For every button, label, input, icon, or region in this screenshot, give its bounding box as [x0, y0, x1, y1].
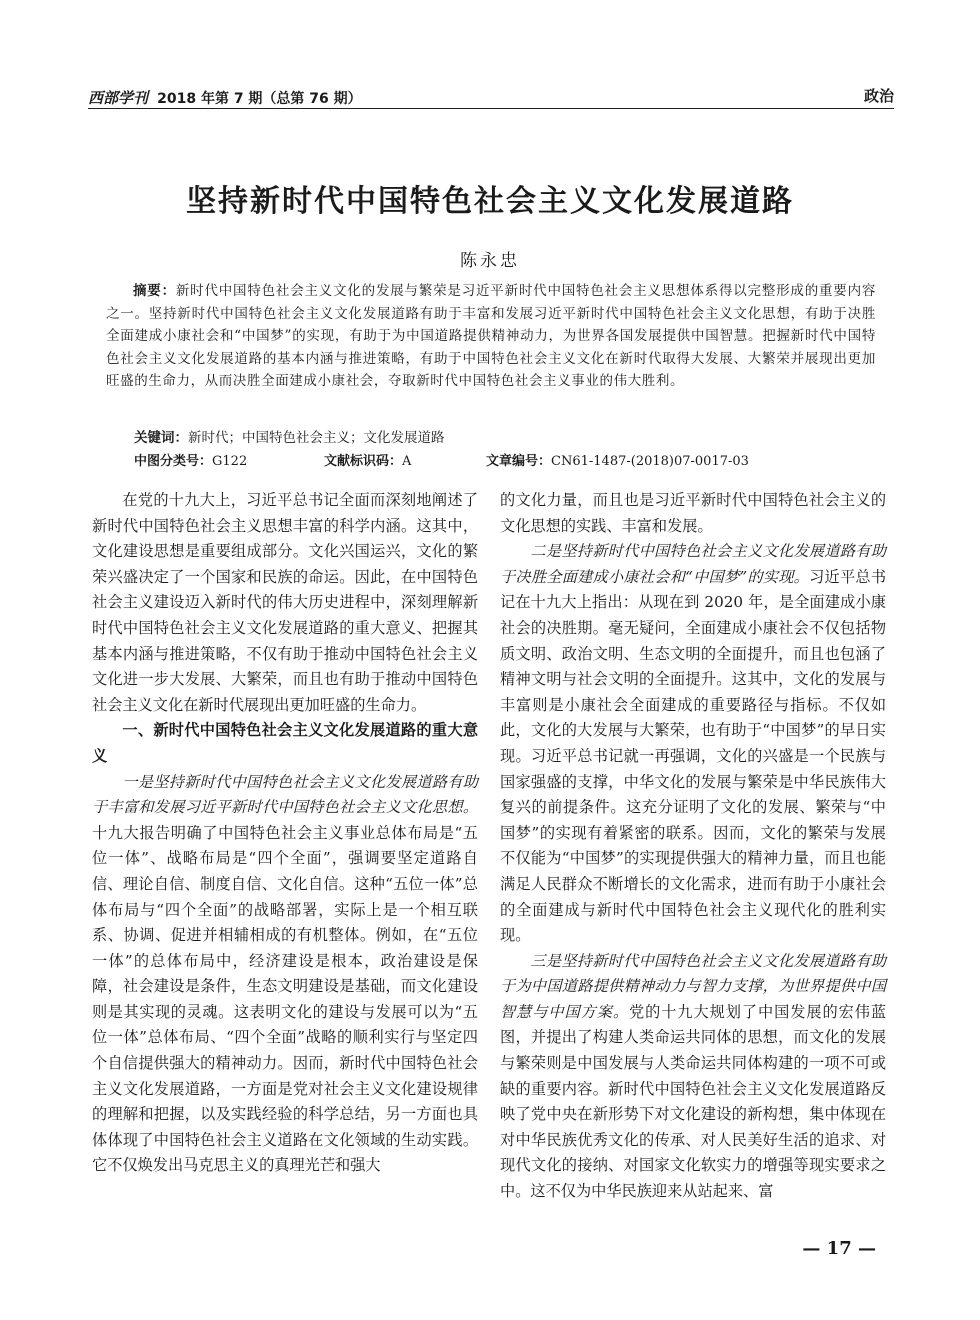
paragraph-point-3 — [500, 949, 886, 1205]
keywords-text: 新时代；中国特色社会主义；文化发展道路 — [188, 430, 445, 446]
section-heading-1: 一、新时代中国特色社会主义文化发展道路的重大意义 — [92, 721, 478, 765]
paragraph-intro: 在党的十九大上，习近平总书记全面而深刻地阐述了新时代中国特色社会主义思想丰富的科学内涵。这其中，文化建设思想是重要组成部分。文化兴国运兴，文化的繁荣兴盛决定了一个国家和民族的命运。因此，在中国特色社会主义建设迈入新时代的伟大历史进程中，深刻理解新时代中国特色社会主义文化发展道路的重大意义、把握其基本内涵与推进策略，不仅有助于推动中国特色社会主义文化进一步大发展、大繁荣，而且也有助于推动中国特色社会主义文化在新时代展现出更加旺盛的生命力。 — [92, 491, 478, 714]
abstract-label: 摘要： — [133, 283, 176, 299]
point-2-text: 习近平总书记在十九大上指出：从现在到 2020 年，是全面建成小康社会的决胜期。毫无疑问，全面建成小康社会不仅包括物质文明、政治文明、生态文明的全面提升，而且也包涵了精神文明与社会文明的全面提升。这其中，文化的发展与丰富则是小康社会全面建成的重要路径与指标。不仅如此，文化的大发展与大繁荣，也有助于“中国梦”的早日实现。习近平总书记就一再强调，文化的兴盛是一个民族与国家强盛的支撑，中华文化的发展与繁荣是中华民族伟大复兴的前提条件。这充分证明了文化的发展、繁荣与“中国梦”的实现有着紧密的联系。因而，文化的繁荣与发展不仅能为“中国梦”的实现提供强大的精神力量，而且也能满足人民群众不断增长的文化需求，进而有助于小康社会的全面建成与新时代中国特色社会主义现代化的胜利实现。 — [500, 567, 887, 945]
left-column — [92, 488, 478, 1179]
page-number: — 17 — — [802, 1238, 876, 1259]
abstract — [106, 280, 876, 393]
author-name: 陈永忠 — [460, 251, 520, 271]
paragraph-continued: 的文化力量，而且也是习近平新时代中国特色社会主义的文化思想的实践、丰富和发展。 — [500, 491, 886, 535]
point-3-lead: 三是坚持新时代中国特色社会主义文化发展道路有助于为中国道路提供精神动力与智力支撑，为世界提供中国智慧与中国方案。 — [500, 951, 886, 1021]
issue-info: 2018 年第 7 期（总第 76 期） — [157, 91, 362, 107]
point-2-lead: 二是坚持新时代中国特色社会主义文化发展道路有助于决胜全面建成小康社会和“中国梦”的实现。 — [500, 542, 886, 586]
clc-label: 中图分类号： — [134, 454, 213, 469]
clc-value: G122 — [212, 454, 248, 469]
keywords — [134, 427, 874, 449]
keywords-label: 关键词： — [134, 430, 188, 446]
abstract-text: 新时代中国特色社会主义文化的发展与繁荣是习近平新时代中国特色社会主义思想体系得以完整形成的重要内容之一。坚持新时代中国特色社会主义文化发展道路有助于丰富和发展习近平新时代中国特色社会主义文化思想，有助于决胜全面建成小康社会和“中国梦”的实现，有助于为中国道路提供精神动力，为世界各国发展提供中国智慧。把握新时代中国特色社会主义文化发展道路的基本内涵与推进策略，有助于中国特色社会主义文化在新时代取得大发展、大繁荣并展现出更加旺盛的生命力，从而决胜全面建成小康社会，夺取新时代中国特色社会主义事业的伟大胜利。 — [106, 283, 876, 389]
paragraph-point-2 — [500, 539, 886, 949]
right-column — [500, 488, 886, 1205]
clc-code — [134, 451, 247, 473]
section-label: 政治 — [863, 87, 894, 105]
point-1-lead: 一是坚持新时代中国特色社会主义文化发展道路有助于丰富和发展习近平新时代中国特色社会主义文化思想。 — [92, 772, 478, 817]
article-number — [486, 451, 749, 473]
point-1-text: 十九大报告明确了中国特色社会主义事业总体布局是“五位一体”、战略布局是“四个全面”，强调要坚定道路自信、理论自信、制度自信、文化自信。这种“五位一体”总体布局与“四个全面”的战略部署，实际上是一个相互联系、协调、促进并相辅相成的有机整体。例如，在“五位一体”的总体布局中，经济建设是根本，政治建设是保障，社会建设是条件，生态文明建设是基础，而文化建设则是其实现的灵魂。这表明文化的建设与发展可以为“五位一体”总体布局、“四个全面”战略的顺利实行与坚定四个自信提供强大的精神动力。因而，新时代中国特色社会主义文化发展道路，一方面是党对社会主义文化建设规律的理解和把握，以及实践经验的科学总结，另一方面也具体体现了中国特色社会主义道路在文化领域的生动实践。它不仅焕发出马克思主义的真理光芒和强大 — [92, 823, 478, 1175]
paragraph-point-1 — [92, 770, 478, 1180]
doc-label: 文献标识码： — [324, 454, 403, 469]
article-number-label: 文章编号： — [486, 454, 552, 469]
running-header — [88, 86, 894, 109]
journal-info — [88, 87, 362, 108]
journal-name: 西部学刊 — [88, 89, 149, 107]
article-number-value: CN61-1487-(2018)07-0017-03 — [551, 454, 749, 469]
doc-value: A — [402, 454, 412, 469]
article-title: 坚持新时代中国特色社会主义文化发展道路 — [186, 184, 794, 219]
document-code — [324, 451, 411, 473]
point-3-text: 党的十九大规划了中国发展的宏伟蓝图，并提出了构建人类命运共同体的思想，而文化的发展与繁荣则是中国发展与人类命运共同体构建的一项不可或缺的重要内容。新时代中国特色社会主义文化发展道路反映了党中央在新形势下对文化建设的新构想，集中体现在对中华民族优秀文化的传承、对人民美好生活的追求、对现代文化的接纳、对国家文化软实力的增强等现实要求之中。这不仅为中华民族迎来从站起来、富 — [500, 1002, 887, 1201]
